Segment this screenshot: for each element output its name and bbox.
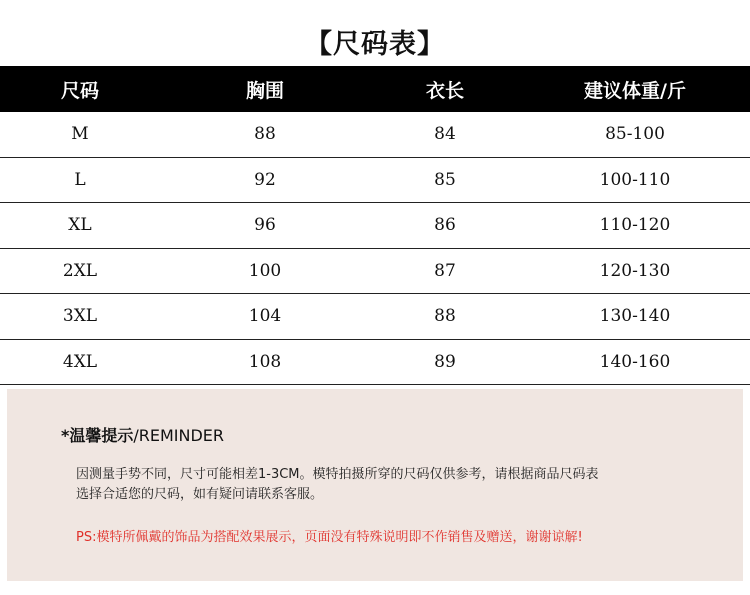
header-chest: 胸围 (245, 79, 284, 102)
cell-size: XL (68, 215, 92, 236)
header-length: 衣长 (425, 79, 464, 102)
cell-size: 3XL (62, 306, 98, 327)
table-row (0, 158, 750, 204)
cell-length: 85 (434, 169, 456, 190)
cell-length: 84 (434, 124, 456, 145)
cell-length: 89 (434, 351, 456, 372)
cell-length: 88 (434, 306, 456, 327)
cell-chest: 100 (248, 260, 282, 281)
reminder-line-1: 因测量手势不同，尺寸可能相差1-3CM。模特拍摄所穿的尺码仅供参考，请根据商品尺码表 (76, 467, 599, 482)
cell-weight: 100-110 (599, 169, 671, 190)
table-row (0, 294, 750, 340)
cell-weight: 110-120 (599, 215, 671, 236)
cell-weight: 130-140 (599, 306, 671, 327)
table-header-row (0, 66, 750, 112)
reminder-title (61, 423, 224, 446)
cell-chest: 88 (254, 124, 276, 145)
reminder-line-2: 选择合适您的尺码，如有疑问请联系客服。 (76, 487, 324, 502)
cell-size: 2XL (62, 260, 98, 281)
header-size: 尺码 (60, 79, 99, 102)
header-weight: 建议体重/斤 (584, 79, 686, 102)
table-row (0, 112, 750, 158)
reminder-body (76, 465, 696, 505)
reminder-ps: PS:模特所佩戴的饰品为搭配效果展示，页面没有特殊说明即不作销售及赠送，谢谢谅解! (76, 530, 583, 545)
cell-length: 87 (434, 260, 456, 281)
cell-chest: 108 (248, 351, 282, 372)
cell-weight: 140-160 (599, 351, 671, 372)
table-row (0, 340, 750, 386)
table-row (0, 203, 750, 249)
cell-weight: 85-100 (605, 124, 665, 145)
cell-chest: 92 (254, 169, 276, 190)
reminder-title-en: /REMINDER (133, 426, 225, 445)
size-table (0, 66, 750, 385)
cell-length: 86 (434, 215, 456, 236)
page-title: 【尺码表】 (305, 29, 445, 60)
cell-weight: 120-130 (599, 260, 671, 281)
cell-size: 4XL (62, 351, 98, 372)
cell-chest: 96 (254, 215, 276, 236)
reminder-panel (7, 389, 743, 581)
table-row (0, 249, 750, 295)
cell-size: M (71, 124, 89, 145)
cell-chest: 104 (248, 306, 282, 327)
reminder-title-cn: *温馨提示 (61, 426, 134, 445)
cell-size: L (74, 169, 86, 190)
